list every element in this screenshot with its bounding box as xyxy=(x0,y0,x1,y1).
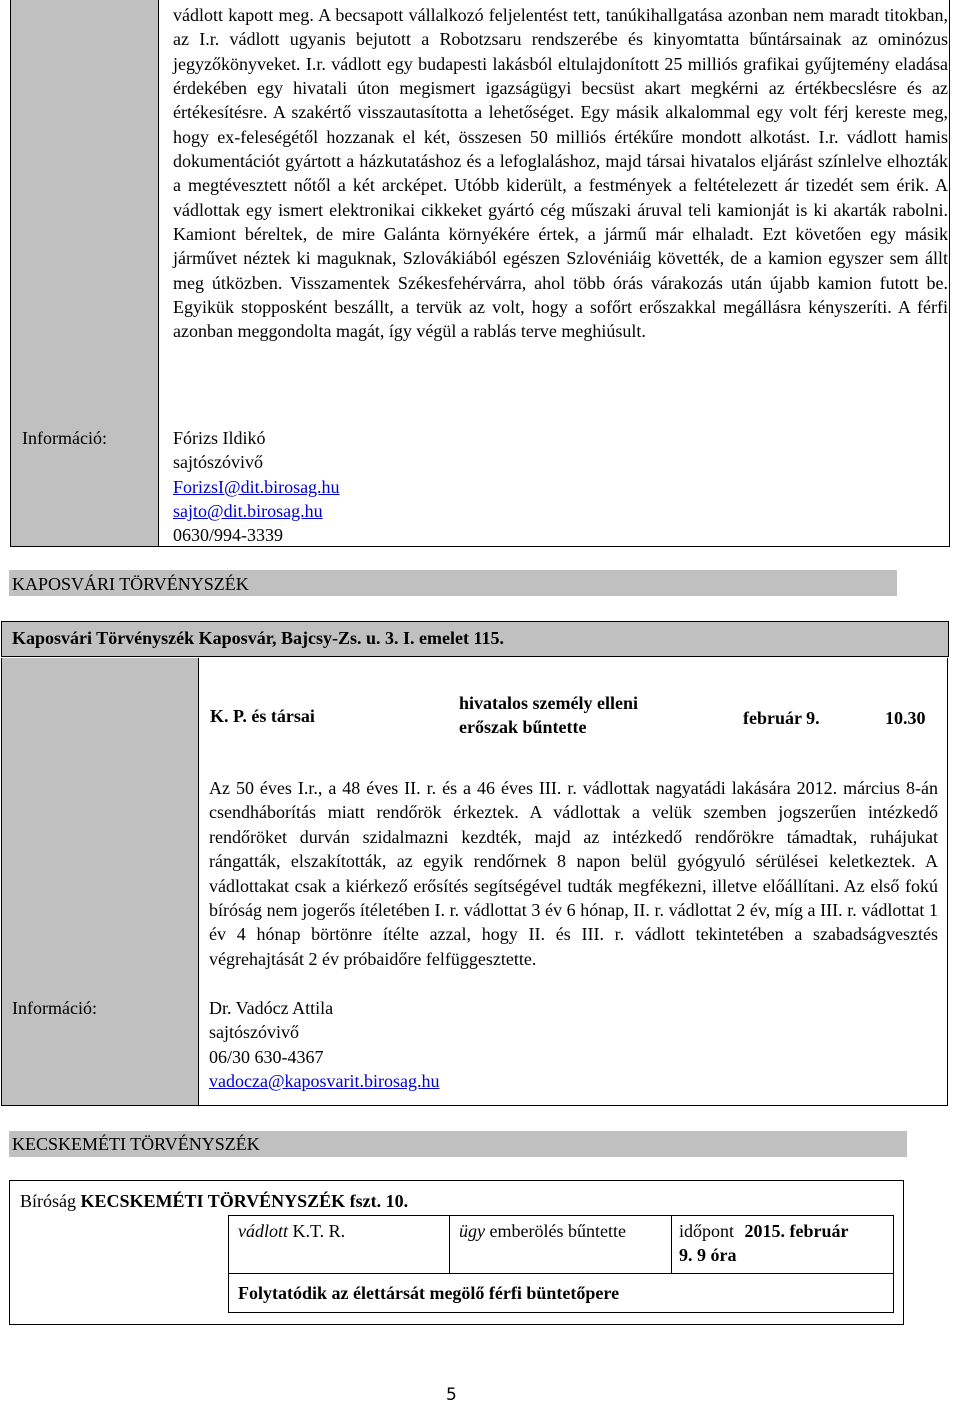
kaposvar-defendant: K. P. és társai xyxy=(210,706,315,726)
kecskemet-address-court: KECSKEMÉTI TÖRVÉNYSZÉK fszt. 10. xyxy=(80,1191,409,1211)
email-link-forizs[interactable]: ForizsI@dit.birosag.hu xyxy=(173,476,340,497)
info-label: Információ: xyxy=(22,428,107,448)
time-value-2: 9. 9 óra xyxy=(679,1245,737,1266)
kecskemet-address xyxy=(20,1189,408,1213)
case-description-paragraph: vádlott kapott meg. A becsapott vállalkozó feljelentést tett, tanúkihallgatása azonban nem maradt titokban, az I.r. vádlott ugyanis bejutott a Robotzsaru rendszerébe és kinyomtatta bűntársainak az ominózus jegyzőkönyveket. I.r. vádlott egy budapesti lakásból eltulajdonított 25 milliós grafikai gyűjtemény eladása érdekében egy hivatali úton megismert igazságügyi becsüst akart megkérni az értékbecslésre és az értékesítésre. A szakértő visszautasította a lehetőséget. Egy másik alkalommal egy volt férj kereste meg, hogy ex-feleségétől hozzanak el két, összesen 50 milliós értékűre mondott alkotást. I.r. vádlott hamis dokumentációt gyártott a házkutatáshoz és a lefoglaláshoz, majd társai hivatalos eljárást színlelve elhozták a megtévesztett nőtől a két arcképet. Utóbb kiderült, a festmények a feltételezett ár tizedét sem érik. A vádlottak egy ismert elektronikai cikkeket gyártó cég műszaki áruval teli kamionját is ki akarták rabolni. Kamiont béreltek, de mire Galánta környékére értek, a jármű már elhaladt. Ezt követően egy másik járművet néztek ki maguknak, Szlovákiából egészen Szlovéniáig követték, de a kamion egyszer sem állt meg útközben. Visszamentek Székesfehérvárra, ahol több órás várakozás után újabb kamion futott be. Egyikük stopposként beszállt, a tervük az volt, hogy a sofőrt erőszakkal megállásra kényszeríti. A férfi azonban meggondolta magát, így végül a rablás terve meghiúsult. xyxy=(173,5,948,342)
charge-line-2: erőszak bűntette xyxy=(459,717,587,738)
contact-role: sajtószóvivő xyxy=(173,452,263,473)
defendant-value: K.T. R. xyxy=(292,1221,346,1241)
info-label-cell-top xyxy=(10,0,158,546)
contact-name: Fórizs Ildikó xyxy=(173,428,266,448)
kecskemet-case-title: Folytatódik az élettársát megölő férfi büntetőpere xyxy=(238,1283,620,1303)
page-number: 5 xyxy=(446,1385,457,1405)
time-label: időpont xyxy=(679,1221,735,1241)
kecskemet-defendant xyxy=(238,1219,345,1243)
contact-block xyxy=(173,426,340,547)
kaposvar-heading: KAPOSVÁRI TÖRVÉNYSZÉK xyxy=(12,574,249,594)
info-label-kaposvar: Információ: xyxy=(12,998,97,1018)
charge-line-1 xyxy=(459,691,723,715)
info-label-cell-kaposvar xyxy=(1,658,198,1106)
charge-line-1-text: hivatalos személy elleni xyxy=(459,693,638,713)
kaposvar-time: 10.30 xyxy=(885,708,926,728)
defendant-label: vádlott xyxy=(238,1221,288,1241)
kecskemet-case xyxy=(459,1219,626,1243)
kaposvar-date: február 9. xyxy=(743,708,820,728)
kaposvar-contact-block xyxy=(209,996,440,1093)
case-label: ügy xyxy=(459,1221,485,1241)
contact-phone: 0630/994-3339 xyxy=(173,525,283,546)
kecskemet-time xyxy=(679,1219,891,1268)
kaposvar-charge xyxy=(459,691,723,740)
kaposvar-address: Kaposvári Törvényszék Kaposvár, Bajcsy-Zs. u. 3. I. emelet 115. xyxy=(12,628,505,648)
kaposvar-case-paragraph: Az 50 éves I.r., a 48 éves II. r. és a 46 éves III. r. vádlottak nagyatádi lakására 2012. március 8-án csendháborítás miatt rendőrök érkeztek. A vádlottak a velük szemben jogszerűen intézkedő rendőröket durván szidalmazni kezdték, majd az intézkedő rendőrökre támadtak, ruhájukat rángatták, elszakították, az egyik rendőrnek 8 napon belül gyógyuló sérülései keletkeztek. A vádlottakat csak a kiérkező erősítés segítségével tudták megfékezni, illetve előállítani. Az első fokú bíróság nem jogerős ítéletében I. r. vádlottat 3 év 6 hónap, II. r. vádlottat 2 év, míg a III. r. vádlottat 1 év 4 hónap börtönre ítélte azzal, hogy II. és III. r. vádlott tekintetében a szabadságvesztés végrehajtását 2 év próbaidőre felfüggesztette. xyxy=(209,778,938,969)
time-line-1 xyxy=(679,1219,891,1243)
kaposvar-contact-phone: 06/30 630-4367 xyxy=(209,1046,324,1067)
kecskemet-heading: KECSKEMÉTI TÖRVÉNYSZÉK xyxy=(12,1134,260,1154)
time-value-1: 2015. február xyxy=(744,1221,849,1241)
kecskemet-address-prefix: Bíróság xyxy=(20,1191,76,1211)
case-value: emberölés bűntette xyxy=(489,1221,626,1241)
kaposvar-contact-role: sajtószóvivő xyxy=(209,1022,299,1043)
email-link-sajto[interactable]: sajto@dit.birosag.hu xyxy=(173,500,323,521)
kaposvar-contact-name: Dr. Vadócz Attila xyxy=(209,998,334,1018)
email-link-vadocza[interactable]: vadocza@kaposvarit.birosag.hu xyxy=(209,1070,440,1091)
